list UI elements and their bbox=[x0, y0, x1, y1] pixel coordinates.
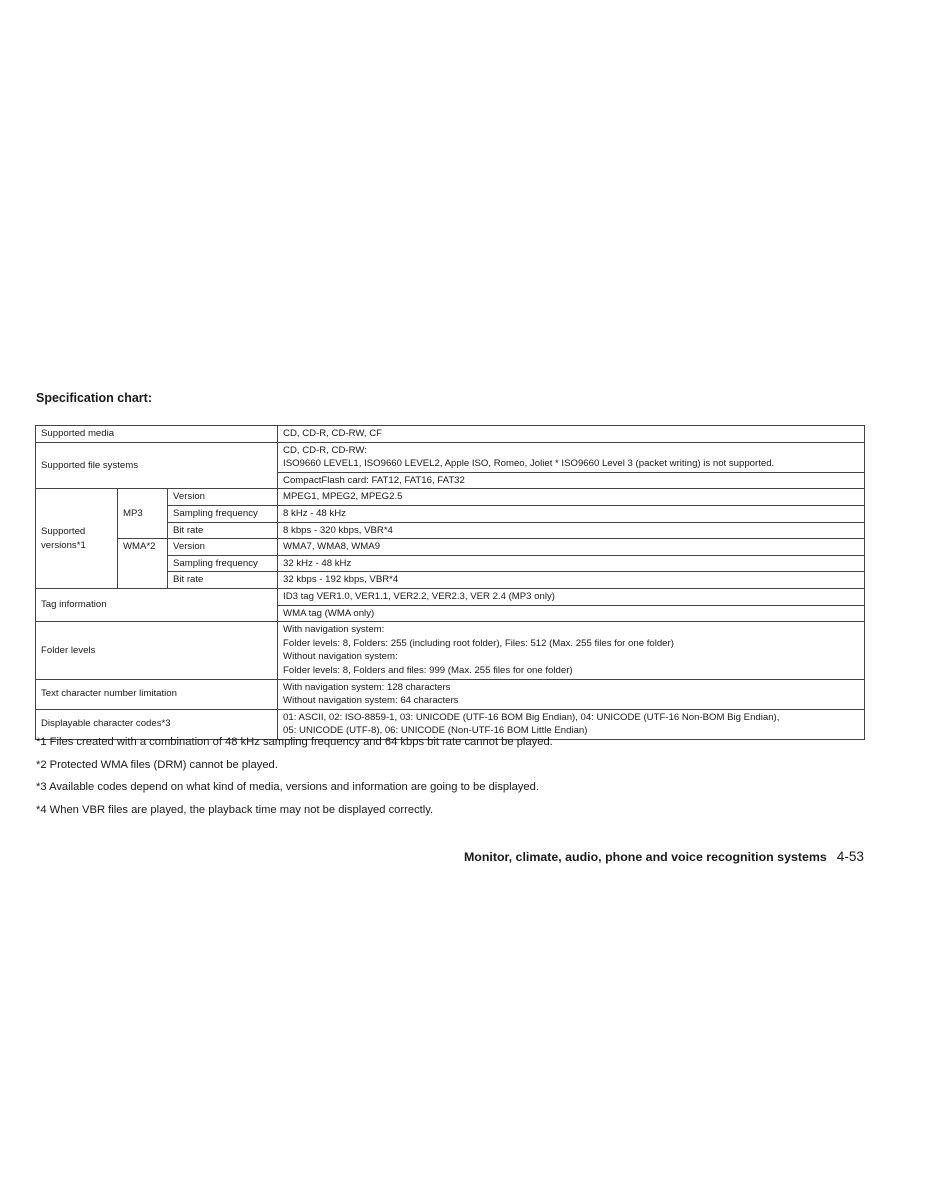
value-line: CD, CD-R, CD-RW: bbox=[283, 444, 367, 456]
footnote-3: *3 Available codes depend on what kind of media, versions and information are going to be displayed. bbox=[36, 781, 539, 793]
footer-section-title: Monitor, climate, audio, phone and voice recognition systems bbox=[463, 850, 827, 864]
footnote-2: *2 Protected WMA files (DRM) cannot be played. bbox=[36, 758, 278, 771]
value-text-limitation bbox=[278, 679, 865, 709]
value-line: Folder levels: 8, Folders and files: 999 (Max. 255 files for one folder) bbox=[283, 664, 573, 676]
param-label: Bit rate bbox=[168, 572, 278, 589]
param-label: Sampling frequency bbox=[168, 555, 278, 572]
format-label-wma: WMA*2 bbox=[118, 539, 168, 589]
footnotes bbox=[36, 735, 876, 825]
param-value: MPEG1, MPEG2, MPEG2.5 bbox=[278, 489, 865, 506]
value-supported-media: CD, CD-R, CD-RW, CF bbox=[278, 426, 865, 443]
row-label-file-systems: Supported file systems bbox=[36, 442, 278, 489]
table-row bbox=[36, 622, 865, 679]
row-label-text-limitation: Text character number limitation bbox=[36, 679, 278, 709]
row-label-tag-information: Tag information bbox=[36, 588, 278, 621]
param-value: 8 kHz - 48 kHz bbox=[278, 505, 865, 522]
value-tag-id3: ID3 tag VER1.0, VER1.1, VER2.2, VER2.3, VER 2.4 (MP3 only) bbox=[278, 588, 865, 605]
label-line: Supported bbox=[41, 526, 86, 538]
row-label-supported-media: Supported media bbox=[36, 426, 278, 443]
table-row bbox=[36, 442, 865, 472]
page-footer bbox=[464, 849, 864, 864]
table-row bbox=[36, 426, 865, 443]
table-row bbox=[36, 679, 865, 709]
value-line: Without navigation system: bbox=[283, 651, 398, 663]
param-label: Version bbox=[168, 489, 278, 506]
row-label-folder-levels: Folder levels bbox=[36, 622, 278, 679]
param-value: WMA7, WMA8, WMA9 bbox=[278, 539, 865, 556]
param-label: Bit rate bbox=[168, 522, 278, 539]
format-label-mp3: MP3 bbox=[118, 489, 168, 539]
param-value: 8 kbps - 320 kbps, VBR*4 bbox=[278, 522, 865, 539]
page-number: 4-53 bbox=[836, 849, 864, 864]
table-row bbox=[36, 489, 865, 506]
value-file-systems-cd bbox=[278, 442, 865, 472]
param-value: 32 kbps - 192 kbps, VBR*4 bbox=[278, 572, 865, 589]
footnote-4: *4 When VBR files are played, the playback time may not be displayed correctly. bbox=[36, 803, 434, 816]
value-tag-wma: WMA tag (WMA only) bbox=[278, 605, 865, 622]
page-heading: Specification chart: bbox=[36, 391, 152, 405]
label-line: versions*1 bbox=[41, 539, 86, 551]
value-line: 05: UNICODE (UTF-8), 06: UNICODE (Non-UTF-16 BOM Little Endian) bbox=[283, 725, 588, 737]
specification-table bbox=[35, 425, 865, 740]
param-label: Version bbox=[168, 539, 278, 556]
param-value: 32 kHz - 48 kHz bbox=[278, 555, 865, 572]
param-label: Sampling frequency bbox=[168, 505, 278, 522]
value-line: Without navigation system: 64 characters bbox=[283, 695, 459, 707]
row-label-supported-versions bbox=[36, 489, 118, 589]
value-line: With navigation system: 128 characters bbox=[283, 681, 451, 693]
footnote-1: *1 Files created with a combination of 48 kHz sampling frequency and 64 kbps bit rate cannot be played. bbox=[36, 736, 553, 748]
value-line: 01: ASCII, 02: ISO-8859-1, 03: UNICODE (UTF-16 BOM Big Endian), 04: UNICODE (UTF-16 Non-BOM Big Endian), bbox=[283, 711, 780, 723]
value-file-systems-cf: CompactFlash card: FAT12, FAT16, FAT32 bbox=[278, 472, 865, 489]
row-label-character-codes: Displayable character codes*3 bbox=[36, 709, 278, 739]
value-folder-levels bbox=[278, 622, 865, 679]
value-line: ISO9660 LEVEL1, ISO9660 LEVEL2, Apple ISO, Romeo, Joliet * ISO9660 Level 3 (packet writing) is not supported. bbox=[283, 458, 775, 470]
value-line: With navigation system: bbox=[283, 624, 385, 636]
table-row bbox=[36, 539, 865, 556]
value-line: Folder levels: 8, Folders: 255 (including root folder), Files: 512 (Max. 255 files for one folder) bbox=[283, 637, 674, 649]
table-row bbox=[36, 588, 865, 605]
